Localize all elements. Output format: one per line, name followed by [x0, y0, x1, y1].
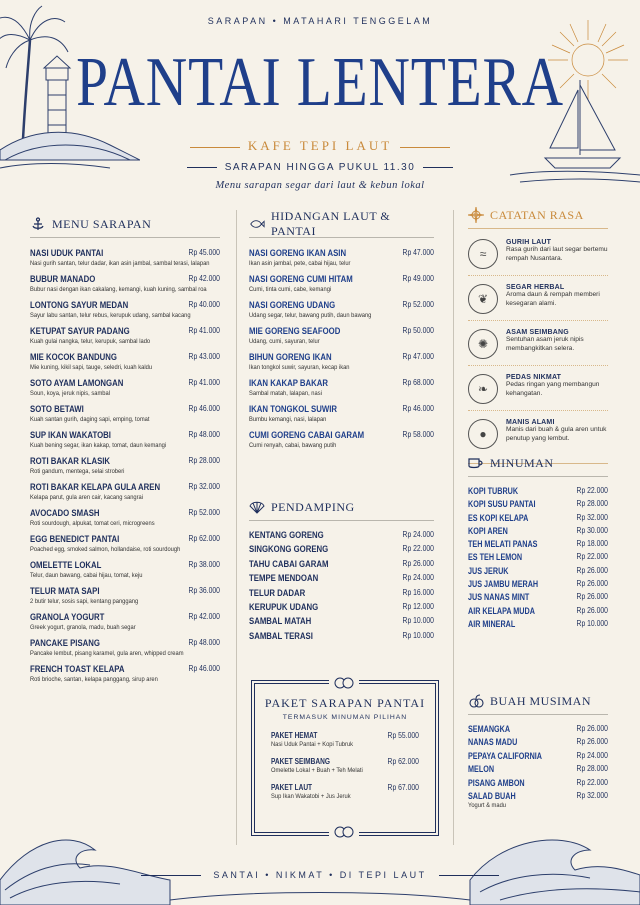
item-name: TAHU CABAI GARAM	[249, 558, 329, 570]
item-price: Rp 26.000	[576, 565, 608, 575]
item-price: Rp 30.000	[576, 525, 608, 535]
menu-item	[30, 560, 220, 580]
menu-item	[468, 566, 608, 576]
item-name: JUS NANAS MINT	[468, 592, 530, 603]
item-price: Rp 47.000	[402, 352, 434, 361]
item-description: Bumbu kemangi, nasi, lalapan	[249, 416, 327, 423]
footer	[0, 870, 640, 880]
item-price: Rp 10.000	[402, 630, 434, 640]
item-price: Rp 26.000	[402, 558, 434, 568]
item-name: BIHUN GORENG IKAN	[249, 352, 332, 363]
item-name: KOPI SUSU PANTAI	[468, 499, 536, 510]
menu-item	[468, 737, 608, 747]
flavor-note	[468, 239, 608, 276]
menu-item	[468, 592, 608, 602]
item-price: Rp 10.000	[576, 618, 608, 628]
item-price: Rp 22.000	[576, 486, 608, 495]
item-name: TEMPE MENDOAN	[249, 573, 319, 585]
flavor-description: Pedas ringan yang membangun kehangatan.	[506, 381, 600, 397]
header-tagline: Menu sarapan segar dari laut & kebun lokal	[215, 180, 425, 191]
anchor-icon	[30, 216, 46, 232]
hours-text: SARAPAN HINGGA PUKUL 11.30	[224, 162, 416, 173]
item-name: SINGKONG GORENG	[249, 544, 329, 556]
item-description: Mie kuning, kikil sapi, tauge, seledri, kuah kaldu	[30, 364, 153, 371]
item-price: Rp 32.000	[576, 790, 608, 800]
item-name: OMELETTE LOKAL	[30, 560, 102, 571]
item-name: AIR MINERAL	[468, 618, 516, 629]
item-description: Udang segar, telur, bawang putih, daun bawang	[249, 312, 372, 319]
section-rule	[468, 476, 608, 477]
menu-item	[30, 508, 220, 528]
paket-box	[254, 683, 436, 833]
menu-item	[468, 619, 608, 629]
item-description: Soun, koya, jeruk nipis, sambal	[30, 390, 110, 397]
menu-item	[249, 573, 434, 584]
item-price: Rp 68.000	[402, 378, 434, 387]
menu-item	[271, 731, 419, 749]
item-price: Rp 16.000	[402, 587, 434, 597]
flavor-text	[506, 374, 608, 398]
item-name: JUS JERUK	[468, 565, 509, 576]
menu-sarapan-title: MENU SARAPAN	[52, 216, 152, 231]
item-price: Rp 26.000	[576, 737, 608, 747]
menu-item	[30, 664, 220, 684]
item-price: Rp 55.000	[387, 731, 419, 740]
header-hours	[0, 162, 640, 173]
item-name: TELUR DADAR	[249, 587, 306, 599]
citrus-icon: ✺	[468, 329, 498, 359]
item-name: MIE GORENG SEAFOOD	[249, 326, 341, 337]
item-description: Roti gandum, mentega, selai stroberi	[30, 468, 125, 475]
item-price: Rp 24.000	[402, 530, 434, 539]
menu-item	[30, 326, 220, 346]
item-name: AIR KELAPA MUDA	[468, 605, 535, 616]
wave-icon: ≈	[468, 239, 498, 269]
item-name: KOPI AREN	[468, 525, 508, 536]
flavor-note	[468, 329, 608, 366]
menu-item	[30, 352, 220, 372]
item-price: Rp 26.000	[576, 579, 608, 589]
section-rule	[30, 237, 220, 238]
item-price: Rp 46.000	[402, 404, 434, 413]
flavor-description: Manis dari buah & gula aren untuk penutup yang lembut.	[506, 426, 607, 442]
item-price: Rp 32.000	[576, 512, 608, 522]
page-title: PANTAI LENTERA	[76, 44, 564, 121]
menu-sarapan-section	[30, 215, 220, 690]
flavor-note	[468, 419, 608, 455]
menu-item	[249, 588, 434, 599]
item-description: Cumi renyah, cabai, bawang putih	[249, 442, 337, 449]
item-price: Rp 67.000	[387, 783, 419, 792]
item-name: PANCAKE PISANG	[30, 638, 100, 649]
fish-icon	[249, 216, 265, 232]
menu-item	[468, 513, 608, 523]
hidangan-section	[249, 209, 434, 456]
subtitle-text: KAFE TEPI LAUT	[247, 138, 393, 153]
item-description: Kelapa parut, gula aren cair, kacang sangrai	[30, 494, 144, 501]
menu-item	[468, 499, 608, 509]
buah-title: BUAH MUSIMAN	[490, 693, 592, 708]
menu-item	[468, 552, 608, 562]
item-price: Rp 43.000	[188, 352, 220, 361]
chili-icon: ❧	[468, 374, 498, 404]
item-price: Rp 42.000	[188, 274, 220, 283]
waves-illustration	[0, 820, 640, 905]
item-price: Rp 38.000	[188, 560, 220, 569]
menu-item	[271, 783, 419, 801]
item-description: Roti sourdough, alpukat, tomat ceri, microgreens	[30, 520, 155, 527]
item-name: PAKET HEMAT	[271, 731, 318, 740]
buah-heading	[468, 692, 608, 710]
item-name: SALAD BUAH	[468, 790, 516, 801]
menu-item	[30, 482, 220, 502]
item-price: Rp 41.000	[188, 326, 220, 335]
flavor-description: Aroma daun & rempah memberi kesegaran alami.	[506, 291, 600, 307]
menu-item	[249, 544, 434, 555]
buah-section	[468, 692, 608, 813]
item-description: Telur, daun bawang, cabai hijau, tomat, keju	[30, 572, 143, 579]
item-price: Rp 41.000	[188, 378, 220, 387]
item-name: FRENCH TOAST KELAPA	[30, 664, 125, 675]
item-description: Sup Ikan Wakatobi + Jus Jeruk	[271, 793, 351, 800]
column-divider-right	[453, 210, 454, 845]
item-price: Rp 24.000	[402, 573, 434, 583]
item-name: TEH MELATI PANAS	[468, 539, 538, 550]
menu-item	[249, 274, 434, 294]
menu-item	[249, 300, 434, 320]
item-name: BUBUR MANADO	[30, 274, 96, 285]
flavor-title: SEGAR HERBAL	[506, 284, 565, 291]
paket-note: TERMASUK MINUMAN PILIHAN	[282, 714, 408, 721]
item-price: Rp 62.000	[387, 757, 419, 766]
compass-icon	[468, 207, 484, 223]
menu-item	[249, 602, 434, 613]
flavor-title: PEDAS NIKMAT	[506, 374, 562, 381]
item-price: Rp 26.000	[576, 605, 608, 615]
menu-item	[468, 724, 608, 734]
menu-item	[468, 764, 608, 774]
item-description: Kuah santan gurih, daging sapi, emping, tomat	[30, 416, 150, 423]
item-description: 2 butir telur, sosis sapi, kentang panggang	[30, 598, 139, 605]
menu-sarapan-heading	[30, 215, 220, 233]
footer-text: SANTAI • NIKMAT • DI TEPI LAUT	[213, 870, 427, 880]
flavor-title: GURIH LAUT	[506, 239, 552, 246]
item-price: Rp 62.000	[188, 534, 220, 543]
item-price: Rp 28.000	[576, 764, 608, 774]
item-price: Rp 58.000	[402, 430, 434, 439]
menu-item	[30, 456, 220, 476]
flavor-note	[468, 374, 608, 411]
item-description: Yogurt & madu	[468, 801, 507, 809]
minuman-title: MINUMAN	[490, 455, 554, 470]
item-name: IKAN KAKAP BAKAR	[249, 378, 329, 389]
pendamping-title: PENDAMPING	[271, 499, 355, 514]
item-description: Ikan tongkol suwir, sayuran, kecap ikan	[249, 364, 350, 371]
item-name: TELUR MATA SAPI	[30, 586, 100, 597]
menu-item	[468, 579, 608, 589]
item-price: Rp 26.000	[576, 592, 608, 602]
section-rule	[468, 714, 608, 715]
item-price: Rp 28.000	[576, 499, 608, 509]
item-name: JUS JAMBU MERAH	[468, 579, 539, 590]
item-name: MIE KOCOK BANDUNG	[30, 352, 117, 363]
pendamping-heading	[249, 498, 434, 516]
item-description: Nasi gurih santan, telur dadar, ikan asin jambal, sambal terasi, lalapan	[30, 260, 210, 267]
menu-item	[30, 378, 220, 398]
item-name: NASI GORENG CUMI HITAM	[249, 274, 353, 285]
fruit-icon	[468, 693, 484, 709]
item-name: SOTO AYAM LAMONGAN	[30, 378, 124, 389]
item-price: Rp 52.000	[402, 300, 434, 309]
menu-item	[468, 606, 608, 616]
section-rule	[249, 520, 434, 521]
item-name: KENTANG GORENG	[249, 530, 324, 541]
item-name: SUP IKAN WAKATOBI	[30, 430, 111, 441]
item-price: Rp 24.000	[576, 750, 608, 760]
flavor-text	[506, 329, 608, 353]
item-name: SAMBAL TERASI	[249, 630, 313, 642]
menu-item	[468, 751, 608, 761]
menu-item	[468, 486, 608, 496]
header-kicker: SARAPAN • MATAHARI TENGGELAM	[207, 16, 433, 26]
item-name: PISANG AMBON	[468, 777, 525, 788]
item-price: Rp 12.000	[402, 601, 434, 611]
menu-item	[249, 616, 434, 627]
item-price: Rp 18.000	[576, 539, 608, 549]
menu-item	[30, 638, 220, 658]
item-name: NANAS MADU	[468, 737, 518, 748]
minuman-heading	[468, 454, 608, 472]
menu-item	[30, 248, 220, 268]
menu-item	[249, 248, 434, 268]
item-name: PEPAYA CALIFORNIA	[468, 750, 543, 761]
flavor-text	[506, 239, 608, 263]
item-name: NASI GORENG IKAN ASIN	[249, 248, 347, 259]
sweet-icon: ●	[468, 419, 498, 449]
menu-item	[468, 526, 608, 536]
menu-item	[30, 534, 220, 554]
item-name: ES TEH LEMON	[468, 552, 523, 563]
item-description: Greek yogurt, granola, madu, buah segar	[30, 624, 136, 631]
flavor-description: Rasa gurih dari laut segar bertemu rempah Nusantara.	[506, 246, 608, 262]
item-name: MELON	[468, 764, 495, 775]
item-price: Rp 40.000	[188, 300, 220, 309]
item-name: PAKET LAUT	[271, 783, 313, 792]
item-price: Rp 46.000	[188, 664, 220, 673]
menu-item	[30, 612, 220, 632]
item-price: Rp 26.000	[576, 724, 608, 733]
catatan-section	[468, 206, 608, 464]
hidangan-heading	[249, 209, 434, 238]
menu-item	[249, 326, 434, 346]
menu-item	[249, 404, 434, 424]
menu-item	[249, 530, 434, 541]
item-name: KETUPAT SAYUR PADANG	[30, 326, 130, 337]
flavor-description: Sentuhan asam jeruk nipis membangkitkan selera.	[506, 336, 584, 352]
item-name: PAKET SEIMBANG	[271, 757, 330, 766]
item-name: AVOCADO SMASH	[30, 508, 100, 519]
item-price: Rp 48.000	[188, 430, 220, 439]
item-name: CUMI GORENG CABAI GARAM	[249, 430, 365, 441]
item-description: Bubur nasi dengan ikan cakalang, kemangi, kuah kuning, sambal roa	[30, 286, 207, 293]
menu-item	[249, 559, 434, 570]
menu-item	[468, 539, 608, 549]
item-price: Rp 42.000	[188, 612, 220, 621]
item-price: Rp 10.000	[402, 616, 434, 626]
item-name: ES KOPI KELAPA	[468, 512, 529, 523]
menu-item	[30, 300, 220, 320]
item-name: NASI GORENG UDANG	[249, 300, 336, 311]
menu-item	[468, 778, 608, 788]
item-price: Rp 22.000	[576, 777, 608, 787]
item-price: Rp 28.000	[188, 456, 220, 465]
item-name: ROTI BAKAR KLASIK	[30, 456, 111, 467]
item-price: Rp 47.000	[402, 248, 434, 257]
knot-icon	[329, 676, 359, 690]
catatan-heading	[468, 206, 608, 224]
item-price: Rp 48.000	[188, 638, 220, 647]
flavor-title: MANIS ALAMI	[506, 419, 555, 426]
item-description: Kuah gulai nangka, telur, kerupuk, sambal lado	[30, 338, 151, 345]
flavor-note	[468, 284, 608, 321]
item-description: Nasi Uduk Pantai + Kopi Tubruk	[271, 741, 354, 748]
item-description: Ikan asin jambal, pete, cabai hijau, telur	[249, 260, 351, 267]
flavor-title: ASAM SEIMBANG	[506, 329, 569, 336]
item-description: Kuah bening segar, ikan kakap, tomat, daun kemangi	[30, 442, 167, 449]
item-name: SAMBAL MATAH	[249, 616, 312, 628]
item-description: Roti brioche, santan, kelapa panggang, sirup aren	[30, 676, 158, 683]
item-price: Rp 22.000	[402, 544, 434, 554]
item-name: ROTI BAKAR KELAPA GULA AREN	[30, 482, 161, 493]
item-name: IKAN TONGKOL SUWIR	[249, 404, 338, 415]
menu-item	[30, 586, 220, 606]
minuman-section	[468, 454, 608, 632]
flavor-text	[506, 419, 608, 443]
item-price: Rp 49.000	[402, 274, 434, 283]
item-description: Cumi, tinta cumi, cabe, kemangi	[249, 286, 332, 293]
pendamping-section	[249, 498, 434, 645]
item-price: Rp 46.000	[188, 404, 220, 413]
leaf-icon: ❦	[468, 284, 498, 314]
paket-heading: PAKET SARAPAN PANTAI	[264, 696, 426, 710]
item-name: SOTO BETAWI	[30, 404, 84, 415]
menu-item	[30, 404, 220, 424]
section-rule	[468, 228, 608, 229]
menu-item	[30, 430, 220, 450]
item-price: Rp 50.000	[402, 326, 434, 335]
item-name: GRANOLA YOGURT	[30, 612, 105, 623]
item-price: Rp 52.000	[188, 508, 220, 517]
item-price: Rp 45.000	[188, 248, 220, 257]
item-name: LONTONG SAYUR MEDAN	[30, 300, 129, 311]
header-subtitle	[0, 138, 640, 154]
menu-item	[249, 631, 434, 642]
hidangan-title: HIDANGAN LAUT & PANTAI	[271, 209, 391, 238]
item-name: KERUPUK UDANG	[249, 601, 319, 613]
item-price: Rp 22.000	[576, 552, 608, 562]
item-description: Sayur labu santan, telur rebus, kerupuk udang, sambal kacang	[30, 312, 191, 319]
item-description: Udang, cumi, sayuran, telur	[249, 338, 320, 345]
item-description: Omelette Lokal + Buah + Teh Melati	[271, 767, 363, 774]
item-price: Rp 32.000	[188, 482, 220, 491]
item-name: KOPI TUBRUK	[468, 486, 519, 496]
cup-icon	[468, 455, 484, 471]
item-name: SEMANGKA	[468, 724, 511, 734]
item-price: Rp 36.000	[188, 586, 220, 595]
flavor-text	[506, 284, 608, 308]
shell-icon	[249, 499, 265, 515]
catatan-title: CATATAN RASA	[490, 207, 584, 222]
item-description: Sambal matah, lalapan, nasi	[249, 390, 322, 397]
column-divider-left	[236, 210, 237, 845]
item-description: Poached egg, smoked salmon, hollandaise, roti sourdough	[30, 546, 181, 553]
menu-item	[249, 352, 434, 372]
menu-item	[271, 757, 419, 775]
item-name: EGG BENEDICT PANTAI	[30, 534, 120, 545]
menu-item	[249, 430, 434, 450]
menu-item	[30, 274, 220, 294]
item-description: Pancake lembut, pisang karamel, gula aren, whipped cream	[30, 650, 184, 657]
menu-item	[468, 791, 608, 810]
item-name: NASI UDUK PANTAI	[30, 248, 104, 259]
menu-item	[249, 378, 434, 398]
